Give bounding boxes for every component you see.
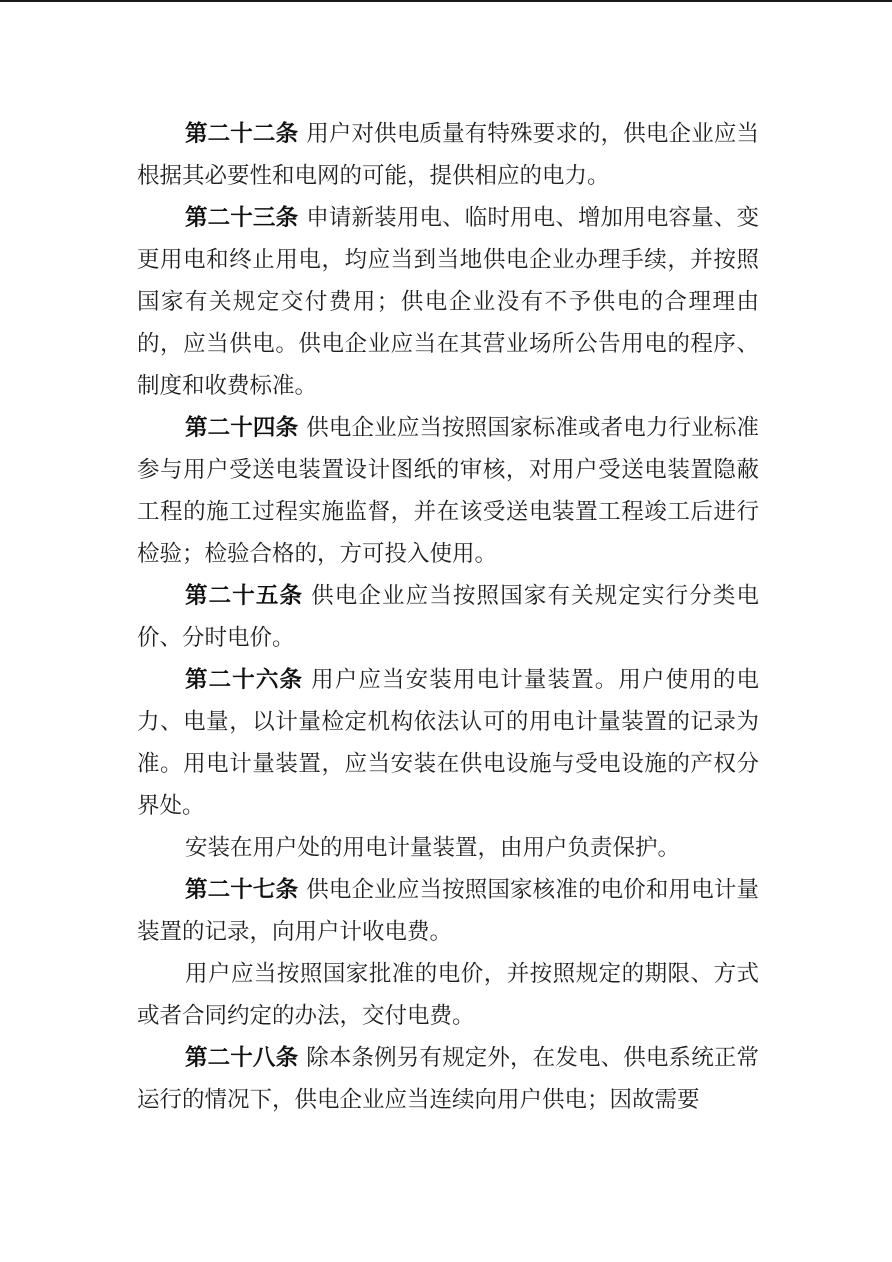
article-number: 第二十五条 [185, 583, 304, 609]
article-number: 第二十八条 [185, 1045, 299, 1071]
paragraph-article-26 [137, 659, 759, 827]
paragraph-text: 安装在用户处的用电计量装置，由用户负责保护。 [185, 835, 681, 861]
top-border-line [0, 0, 892, 2]
article-number: 第二十七条 [185, 877, 299, 903]
article-text: 用户应当安装用电计量装置。用户使用的电力、电量，以计量检定机构依法认可的用电计量装置的记录为准。用电计量装置，应当安装在供电设施与受电设施的产权分界处。 [137, 667, 759, 819]
article-number: 第二十三条 [185, 205, 299, 231]
paragraph-article-25 [137, 575, 759, 659]
article-number: 第二十二条 [185, 121, 299, 147]
paragraph-article-28 [137, 1037, 759, 1121]
article-text: 申请新装用电、临时用电、增加用电容量、变更用电和终止用电，均应当到当地供电企业办理手续，并按照国家有关规定交付费用；供电企业没有不予供电的合理理由的，应当供电。供电企业应当在其营业场所公告用电的程序、制度和收费标准。 [137, 205, 759, 399]
paragraph-text: 用户应当按照国家批准的电价，并按照规定的期限、方式或者合同约定的办法，交付电费。 [137, 961, 759, 1029]
paragraph-article-26-clause-2 [137, 827, 759, 869]
article-text: 用户对供电质量有特殊要求的，供电企业应当根据其必要性和电网的可能，提供相应的电力。 [137, 121, 759, 189]
paragraph-article-23 [137, 197, 759, 407]
document-body [137, 113, 759, 1121]
article-number: 第二十四条 [185, 415, 299, 441]
article-text: 供电企业应当按照国家有关规定实行分类电价、分时电价。 [137, 583, 759, 651]
article-text: 除本条例另有规定外，在发电、供电系统正常运行的情况下，供电企业应当连续向用户供电；因故需要 [137, 1045, 759, 1113]
article-text: 供电企业应当按照国家标准或者电力行业标准参与用户受送电装置设计图纸的审核，对用户受送电装置隐蔽工程的施工过程实施监督，并在该受送电装置工程竣工后进行检验；检验合格的，方可投入使用。 [137, 415, 759, 567]
paragraph-article-22 [137, 113, 759, 197]
paragraph-article-24 [137, 407, 759, 575]
paragraph-article-27 [137, 869, 759, 953]
article-number: 第二十六条 [185, 667, 304, 693]
paragraph-article-27-clause-2 [137, 953, 759, 1037]
article-text: 供电企业应当按照国家核准的电价和用电计量装置的记录，向用户计收电费。 [137, 877, 759, 945]
